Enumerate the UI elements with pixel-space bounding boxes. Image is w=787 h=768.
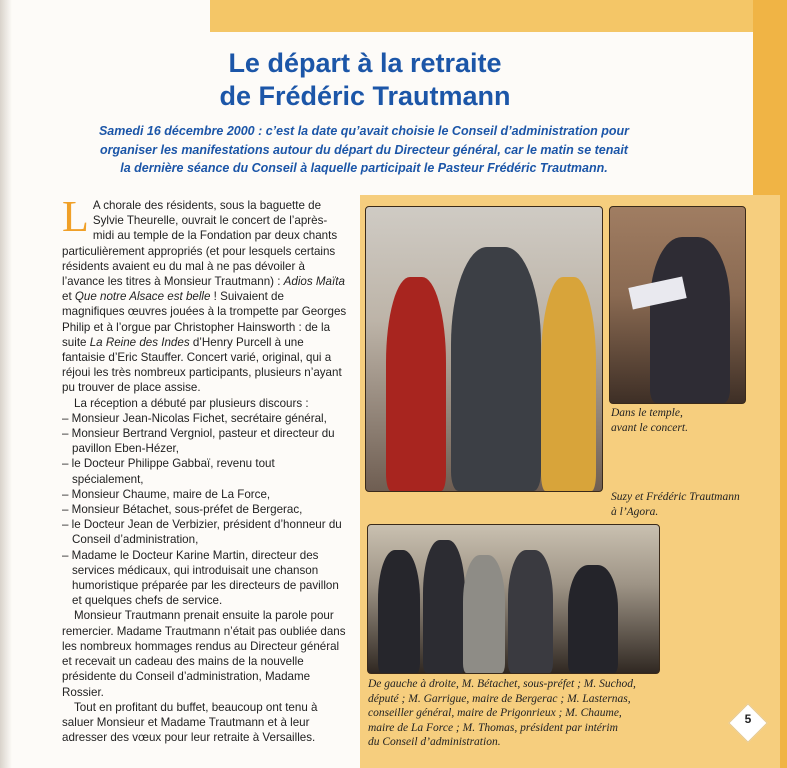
paragraph-1-text-c: ! Suivaient de magnifiques œuvres jouées à la trompette par Georges Philip et à l’orgue par Christopher Hainsworth : de la suite [62, 290, 347, 349]
speaker-item: – le Docteur Philippe Gabbaï, revenu tout spécialement, [62, 457, 275, 486]
seated-man-figure [650, 237, 730, 403]
article-title [130, 47, 600, 113]
caption-suzy-frederic [611, 490, 771, 519]
caption-temple [611, 406, 761, 435]
page-number: 5 [744, 712, 752, 726]
paragraph-3: Monsieur Trautmann prenait ensuite la parole pour remercier. Madame Trautmann n’était pas oubliée dans les nombreux hommages rendus au Directeur général et recevait un cadeau des mains de la nouvelle présidente du Conseil d’administration, Madame Rossier. [62, 609, 346, 699]
speaker-item: – Monsieur Chaume, maire de La Force, [62, 487, 271, 501]
caption-suzy-line-1: Suzy et Frédéric Trautmann [611, 491, 740, 503]
paragraph-1-text-d: d’Henry Purcell à une fantaisie d’Eric Stauffer. Concert varié, original, qui a réjoui les très nombreux participants, plusieurs n’ayant pu trouver de place assise. [62, 335, 342, 395]
official-figure [568, 565, 618, 673]
paragraph-1-text-b: et [62, 290, 75, 304]
caption-temple-line-2: avant le concert. [611, 421, 688, 434]
page-gutter-shadow [0, 0, 12, 768]
suite-title: La Reine des Indes [89, 335, 190, 349]
caption-officials-line-5: du Conseil d’administration. [368, 736, 501, 748]
title-line-1: Le départ à la retraite [228, 48, 502, 78]
caption-officials-line-4: maire de La Force ; M. Thomas, président par intérim [368, 721, 618, 734]
article-intro [74, 122, 654, 178]
woman-figure [386, 277, 446, 491]
intro-line-2: organiser les manifestations autour du départ du Directeur général, car le matin se tenait [100, 142, 628, 157]
top-orange-band [210, 0, 787, 32]
caption-officials [368, 677, 668, 750]
speaker-item: – Monsieur Bétachet, sous-préfet de Bergerac, [62, 503, 303, 517]
speaker-item: – Monsieur Bertrand Vergniol, pasteur et directeur du pavillon Eben-Hézer, [62, 427, 335, 456]
speaker-item: – Monsieur Jean-Nicolas Fichet, secrétaire général, [62, 411, 327, 425]
song-title-1: Adios Maïta [283, 275, 345, 289]
caption-suzy-line-2: à l’Agora. [611, 505, 659, 518]
man-figure [451, 247, 541, 491]
caption-officials-line-1: De gauche à droite, M. Bétachet, sous-préfet ; M. Suchod, [368, 678, 636, 690]
official-figure [508, 550, 553, 673]
official-figure [423, 540, 465, 673]
caption-temple-line-1: Dans le temple, [611, 407, 683, 419]
intro-line-3: la dernière séance du Conseil à laquelle participait le Pasteur Frédéric Trautmann. [120, 161, 608, 175]
official-figure [378, 550, 420, 673]
paragraph-1-text-a: A chorale des résidents, sous la baguette de Sylvie Theurelle, ouvrait le concert de l’après-midi au temple de la Fondation par deux chants particulièrement appropriés (et pour lesquels certains résidents avaient eu du mal à ne pas dévoiler à l’avance les titres à Monsieur Trautmann) : [62, 199, 338, 289]
article-body [62, 192, 347, 745]
person-figure [541, 277, 596, 491]
title-line-2: de Frédéric Trautmann [219, 81, 511, 111]
photo-officials-group [367, 524, 660, 674]
speakers-list [62, 411, 347, 609]
speaker-item: – Madame le Docteur Karine Martin, directeur des services médicaux, qui introduisait une chanson humoristique préparée par les directeurs de pavillon et quelques chefs de service. [62, 548, 339, 608]
paragraph-1 [62, 192, 347, 396]
song-title-2: Que notre Alsace est belle [74, 290, 211, 304]
speaker-item: – le Docteur Jean de Verbizier, président d’honneur du Conseil d’administration, [62, 518, 342, 547]
official-figure [463, 555, 505, 673]
paragraph-4: Tout en profitant du buffet, beaucoup ont tenu à saluer Monsieur et Madame Trautmann et à leur adresser des vœux pour leur retraite à Versailles. [62, 700, 318, 745]
photo-temple-concert [609, 206, 746, 404]
intro-line-1: Samedi 16 décembre 2000 : c’est la date qu’avait choisie le Conseil d’administration pour [98, 124, 630, 138]
photo-suzy-frederic [365, 206, 603, 492]
caption-officials-line-3: conseiller général, maire de Prigonrieux ; M. Chaume, [368, 707, 622, 719]
drop-cap: L [62, 192, 89, 241]
paragraph-2: La réception a débuté par plusieurs discours : [74, 396, 309, 410]
caption-officials-line-2: député ; M. Garrigue, maire de Bergerac ; M. Lasternas, [368, 692, 631, 705]
